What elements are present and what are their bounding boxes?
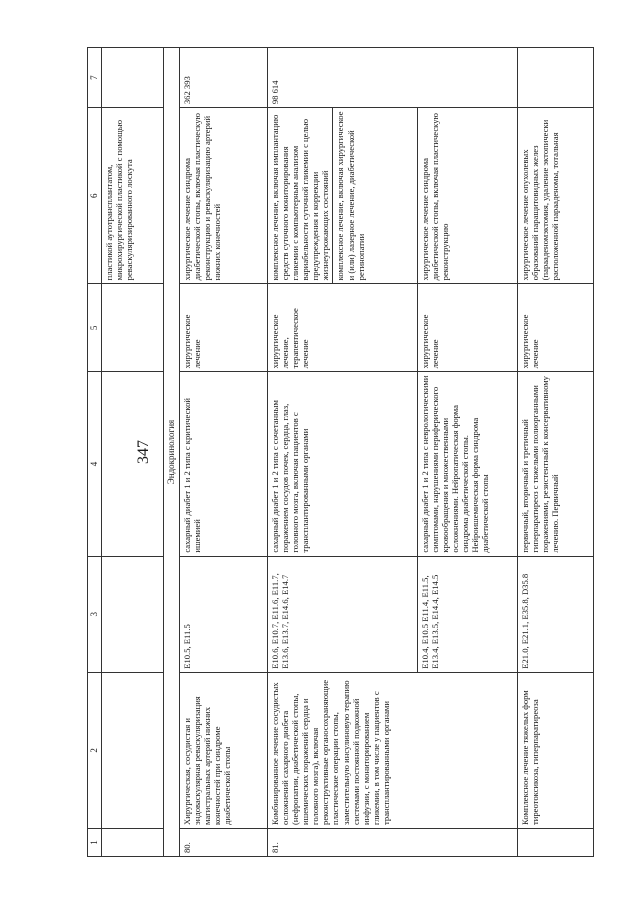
row-cost	[517, 48, 593, 108]
row-type: хирургическое лечение	[179, 284, 267, 372]
row-name: Комбинированное лечение сосудистых осложнений сахарного диабета (нефропатии, диабетической стопы, ишемических поражений сердца и головного мозга), включая реконструктивные органосохраняющие пластические операции стопы, заместительную инсулиновую терапию системами постоянной подкожной инфузии, с мониторированием гликемии, в том числе у пациентов с трансплантированными органами	[267, 672, 517, 828]
row-cost: 362 393	[179, 48, 267, 108]
row-codes: E10.5, E11.5	[179, 556, 267, 672]
carryover-row	[102, 48, 164, 857]
column-header: 4	[88, 372, 102, 556]
row-model: сахарный диабет 1 и 2 типа с неврологическими симптомами, нарушениями периферического кровообращения и множественными осложнениями. Нейропатическая форма синдрома диабетической стопы. Нейроишемическая форма синдрома диабетической стопы	[417, 372, 517, 556]
row-cost: 98 614	[267, 48, 517, 108]
row-method: хирургическое лечение опухолевых образований паращитовидных желез (парааденомэктомия, удаление эктопически расположенной парааденомы, тотальная	[517, 108, 593, 284]
table-row	[267, 48, 417, 857]
method-part: комплексное лечение, включая имплантацию средств суточного мониторирования гликемии с компьютерным анализом вариабельности суточной гликемии с целью предупреждения и коррекции жизнеугрожающих состояний	[269, 114, 331, 281]
row-name: Хирургическая, сосудистая и эндоваскулярная реваскуляризация магистральных артерий нижних конечностей при синдроме диабетической стопы	[179, 672, 267, 828]
column-header: 2	[88, 672, 102, 828]
row-codes: E10.4, E10.5 E11.4, E11.5, E13.4, E13.5, E14.4, E14.5	[417, 556, 517, 672]
row-number	[517, 828, 593, 856]
section-row	[164, 48, 180, 857]
carryover-text: пластикой аутотрансплантатом, микрохирургической пластикой с помощью реваскуляризированного лоскута	[102, 108, 164, 284]
row-model: сахарный диабет 1 и 2 типа с сочетанным поражением сосудов почек, сердца, глаз, головного мозга, включая пациентов с трансплантированными органами	[267, 372, 417, 556]
row-model: первичный, вторичный и третичный гиперпаратиреоз с тяжелыми полиорганными поражениями, резистентный к консервативному лечению. Первичный	[517, 372, 593, 556]
row-number: 80.	[179, 828, 267, 856]
column-header: 1	[88, 828, 102, 856]
header-row	[88, 48, 102, 857]
row-type: хирургическое лечение, терапевтическое лечение	[267, 284, 417, 372]
column-header: 6	[88, 108, 102, 284]
row-name: Комплексное лечение тяжелых форм тиреотоксикоза, гиперпаратиреоза	[517, 672, 593, 828]
row-model: сахарный диабет 1 и 2 типа с критической ишемией	[179, 372, 267, 556]
page-number: 347	[135, 440, 152, 464]
row-codes: E21.0, E21.1, E35.8, D35.8	[517, 556, 593, 672]
column-header: 3	[88, 556, 102, 672]
method-part: комплексное лечение, включая хирургическое и (или) лазерное лечение, диабетической ретинопатии	[332, 108, 365, 283]
table-row	[517, 48, 593, 857]
row-method	[267, 108, 417, 284]
row-type: хирургическое лечение	[417, 284, 517, 372]
table-row	[179, 48, 267, 857]
section-title: Эндокринология	[164, 48, 180, 857]
row-type: хирургическое лечение	[517, 284, 593, 372]
row-number: 81.	[267, 828, 517, 856]
column-header: 5	[88, 284, 102, 372]
row-method: хирургическое лечение синдрома диабетической стопы, включая пластическую реконструкцию	[417, 108, 517, 284]
rotated-table-area	[87, 47, 561, 857]
row-codes: E10.6, E10.7, E11.6, E11.7, E13.6, E13.7, E14.6, E14.7	[267, 556, 417, 672]
procedures-table	[87, 47, 594, 857]
column-header: 7	[88, 48, 102, 108]
row-method: хирургическое лечение синдрома диабетической стопы, включая пластическую реконструкцию и реваскуляризацию артерий нижних конечностей	[179, 108, 267, 284]
